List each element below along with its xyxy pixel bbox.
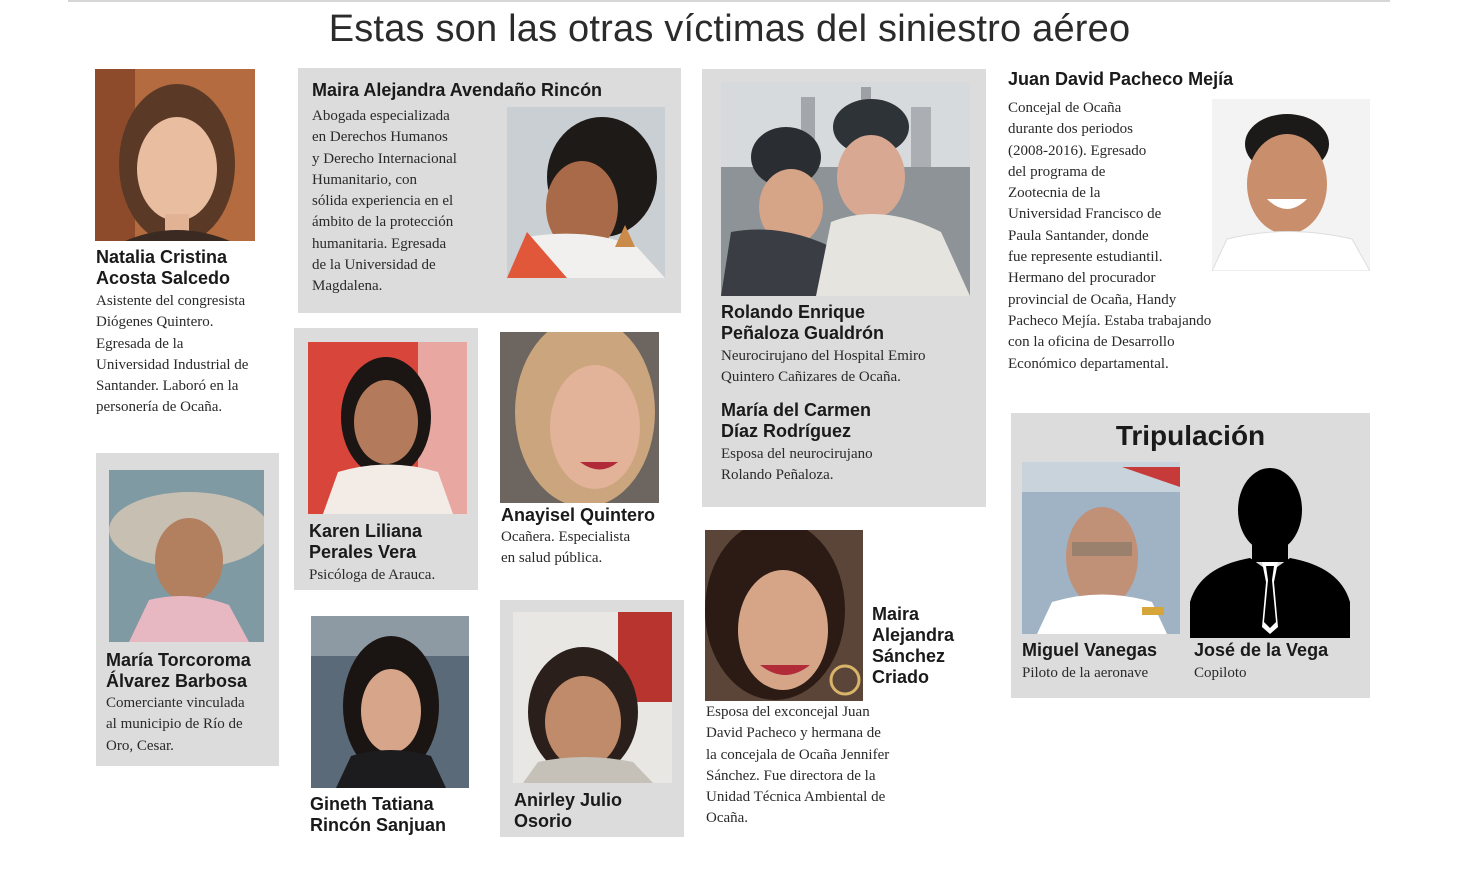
- maria-torcoroma-name: María Torcoroma Álvarez Barbosa: [106, 650, 251, 691]
- anirley-name: Anirley Julio Osorio: [514, 790, 623, 831]
- crew-title: Tripulación: [1115, 420, 1266, 451]
- maira-sanchez-photo: [705, 530, 863, 701]
- top-rule: [68, 0, 1390, 2]
- karen-desc: Psicóloga de Arauca.: [309, 567, 436, 583]
- juan-david-desc: Concejal de Ocaña durante dos periodos (2008-2016). Egresado del programa de Zootecnia de la Universidad Francisco de Paula Santander, donde fue represente estudiantil. Hermano del procurador provincial de Ocaña, Handy Pacheco Mejía. Estaba trabajando con la oficina de Desarrollo Económico departamental.: [1008, 100, 1212, 372]
- juan-david-name: Juan David Pacheco Mejía: [1008, 69, 1234, 89]
- page-title: Estas son las otras víctimas del siniestro aéreo: [328, 8, 1131, 50]
- maira-avendano-name: Maira Alejandra Avendaño Rincón: [312, 80, 603, 100]
- anayisel-name: Anayisel Quintero: [501, 505, 656, 525]
- maria-carmen-name: María del Carmen Díaz Rodríguez: [721, 400, 872, 441]
- juan-david-photo: [1212, 99, 1370, 271]
- maira-sanchez-desc: Esposa del exconcejal Juan David Pacheco y hermana de la concejala de Ocaña Jennifer Sánchez. Fue directora de la Unidad Técnica Ambiental de Ocaña.: [706, 704, 890, 827]
- maria-torcoroma-photo: [109, 470, 264, 642]
- natalia-desc: Asistente del congresista Diógenes Quintero. Egresada de la Universidad Industrial de Santander. Laboró en la personería de Ocaña.: [96, 293, 249, 416]
- karen-name: Karen Liliana Perales Vera: [309, 521, 423, 562]
- maira-sanchez-name: Maira Alejandra Sánchez Criado: [872, 604, 955, 687]
- jose-de-la-vega-name: José de la Vega: [1194, 640, 1329, 660]
- maria-carmen-desc: Esposa del neurocirujano Rolando Peñaloza.: [721, 446, 873, 484]
- maira-avendano-photo: [507, 107, 665, 278]
- rolando-desc: Neurocirujano del Hospital Emiro Quintero Cañizares de Ocaña.: [721, 348, 926, 386]
- maira-avendano-desc: Abogada especializada en Derechos Humanos y Derecho Internacional Humanitario, con sólida experiencia en el ámbito de la protección humanitaria. Egresada de la Universidad de Magdalena.: [312, 108, 457, 295]
- gineth-photo: [311, 616, 469, 788]
- rolando-name: Rolando Enrique Peñaloza Gualdrón: [721, 302, 885, 343]
- miguel-vanegas-photo: [1022, 462, 1180, 634]
- maria-torcoroma-desc: Comerciante vinculada al municipio de Río de Oro, Cesar.: [106, 695, 245, 754]
- rolando-maria-photo: [721, 82, 970, 296]
- natalia-name: Natalia Cristina Acosta Salcedo: [96, 247, 231, 288]
- anayisel-desc: Ocañera. Especialista en salud pública.: [501, 529, 631, 567]
- anirley-photo: [513, 612, 672, 783]
- jose-de-la-vega-role: Copiloto: [1194, 665, 1247, 681]
- miguel-vanegas-role: Piloto de la aeronave: [1022, 665, 1149, 681]
- karen-photo: [308, 342, 467, 514]
- gineth-name: Gineth Tatiana Rincón Sanjuan: [310, 794, 447, 835]
- miguel-vanegas-name: Miguel Vanegas: [1022, 640, 1158, 660]
- jose-de-la-vega-silhouette: [1190, 462, 1350, 638]
- natalia-photo: [95, 69, 255, 241]
- anayisel-photo: [500, 332, 659, 503]
